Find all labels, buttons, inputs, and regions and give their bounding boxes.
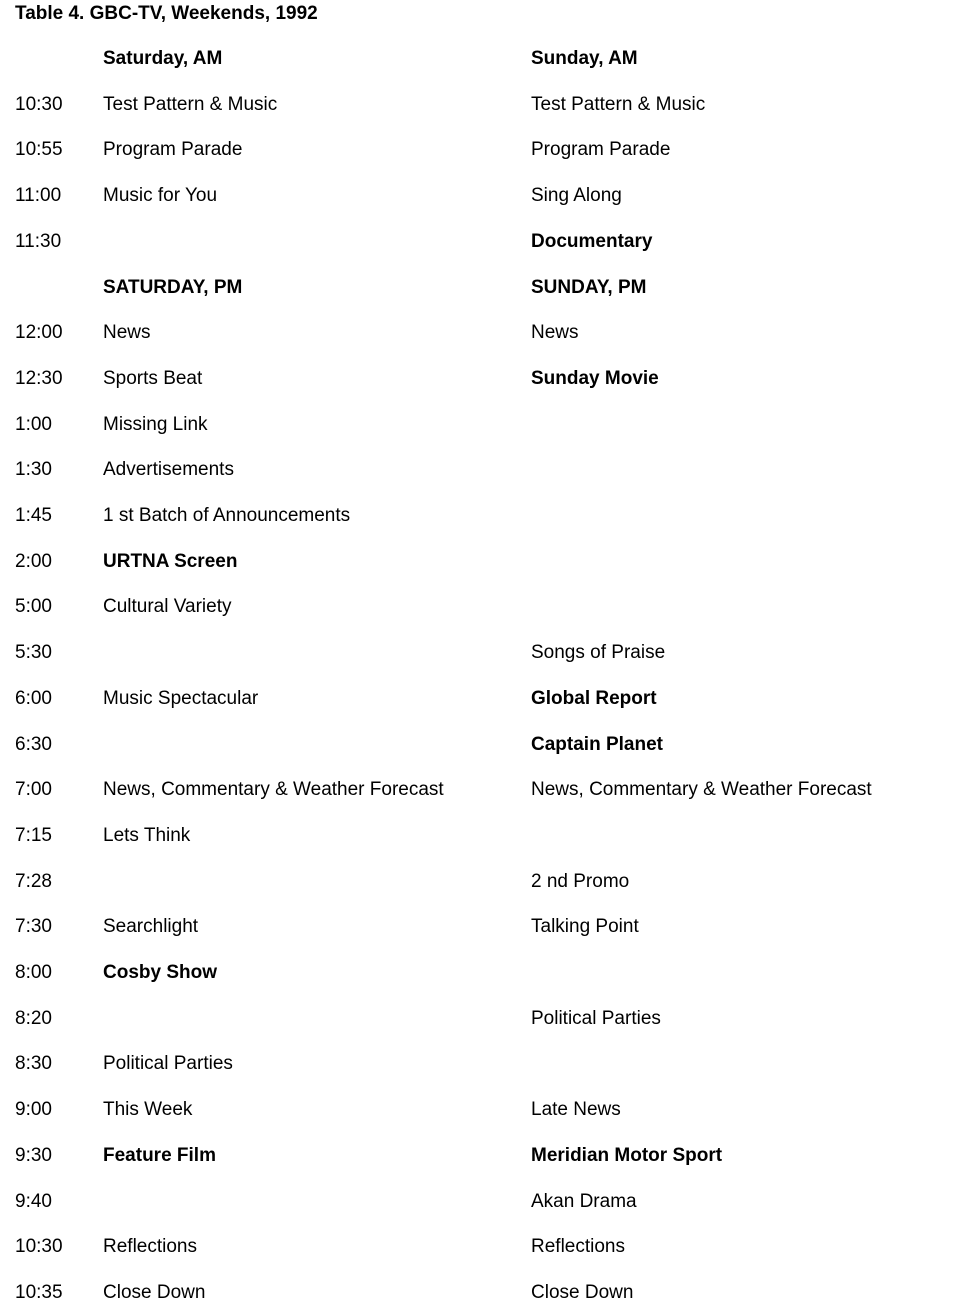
time-cell: 7:30	[15, 916, 52, 937]
sunday-program-cell: Akan Drama	[531, 1191, 637, 1212]
table-row	[0, 1232, 961, 1262]
saturday-program-cell: Sports Beat	[103, 368, 203, 389]
table-row	[0, 821, 961, 851]
time-cell: 10:55	[15, 139, 63, 160]
table-row	[0, 227, 961, 257]
table-row	[0, 1004, 961, 1034]
table-row	[0, 1141, 961, 1171]
saturday-program-cell: Close Down	[103, 1282, 206, 1303]
table-row	[0, 501, 961, 531]
table-row	[0, 912, 961, 942]
time-cell: 8:20	[15, 1008, 52, 1029]
table-row	[0, 135, 961, 165]
table-row	[0, 730, 961, 760]
time-cell: 1:45	[15, 505, 52, 526]
saturday-program-cell: 1 st Batch of Announcements	[103, 505, 351, 526]
saturday-program-cell: News, Commentary & Weather Forecast	[103, 779, 444, 800]
table-row	[0, 364, 961, 394]
time-cell: 1:00	[15, 414, 52, 435]
saturday-program-cell: Cosby Show	[103, 962, 218, 983]
time-cell: 12:00	[15, 322, 63, 343]
saturday-program-cell: Music Spectacular	[103, 688, 259, 709]
time-cell: 11:00	[15, 185, 62, 206]
table-title: Table 4. GBC-TV, Weekends, 1992	[15, 3, 318, 24]
table-row	[0, 44, 961, 74]
saturday-program-cell: Searchlight	[103, 916, 199, 937]
sunday-program-cell: Sunday Movie	[531, 368, 659, 389]
time-cell: 8:00	[15, 962, 52, 983]
table-row	[0, 1187, 961, 1217]
sunday-program-cell: Documentary	[531, 231, 653, 252]
time-cell: 5:30	[15, 642, 52, 663]
time-cell: 10:30	[15, 94, 63, 115]
table-row	[0, 867, 961, 897]
time-cell: 6:00	[15, 688, 52, 709]
sunday-program-cell: Global Report	[531, 688, 657, 709]
table-row	[0, 547, 961, 577]
sunday-program-cell: Test Pattern & Music	[531, 94, 706, 115]
time-cell: 5:00	[15, 596, 52, 617]
time-cell: 11:30	[15, 231, 62, 252]
sunday-program-cell: Songs of Praise	[531, 642, 666, 663]
table-row	[0, 1278, 961, 1308]
saturday-program-cell: Test Pattern & Music	[103, 94, 278, 115]
table-row	[0, 1049, 961, 1079]
sunday-program-cell: Program Parade	[531, 139, 671, 160]
time-cell: 9:00	[15, 1099, 52, 1120]
sunday-program-cell: News, Commentary & Weather Forecast	[531, 779, 872, 800]
time-cell: 7:15	[15, 825, 52, 846]
saturday-program-cell: Reflections	[103, 1236, 197, 1257]
table-row	[0, 410, 961, 440]
time-cell: 7:00	[15, 779, 52, 800]
sunday-program-cell: Reflections	[531, 1236, 625, 1257]
sunday-program-cell: Talking Point	[531, 916, 639, 937]
saturday-program-cell: Cultural Variety	[103, 596, 232, 617]
sunday-program-cell: Sunday, AM	[531, 48, 638, 69]
sunday-program-cell: News	[531, 322, 579, 343]
time-cell: 8:30	[15, 1053, 52, 1074]
time-cell: 2:00	[15, 551, 52, 572]
table-row	[0, 592, 961, 622]
sunday-program-cell: Late News	[531, 1099, 621, 1120]
table-row	[0, 455, 961, 485]
saturday-program-cell: Music for You	[103, 185, 218, 206]
table-row	[0, 958, 961, 988]
time-cell: 9:40	[15, 1191, 52, 1212]
saturday-program-cell: Political Parties	[103, 1053, 233, 1074]
time-cell: 1:30	[15, 459, 52, 480]
table-row	[0, 1095, 961, 1125]
table-row	[0, 181, 961, 211]
time-cell: 7:28	[15, 871, 52, 892]
saturday-program-cell: News	[103, 322, 151, 343]
table-row	[0, 638, 961, 668]
sunday-program-cell: 2 nd Promo	[531, 871, 630, 892]
table-row	[0, 273, 961, 303]
sunday-program-cell: Sing Along	[531, 185, 622, 206]
table-row	[0, 318, 961, 348]
table-row	[0, 90, 961, 120]
sunday-program-cell: Political Parties	[531, 1008, 661, 1029]
saturday-program-cell: Advertisements	[103, 459, 234, 480]
time-cell: 10:35	[15, 1282, 63, 1303]
sunday-program-cell: Close Down	[531, 1282, 634, 1303]
time-cell: 10:30	[15, 1236, 63, 1257]
saturday-program-cell: This Week	[103, 1099, 193, 1120]
time-cell: 6:30	[15, 734, 52, 755]
saturday-program-cell: Saturday, AM	[103, 48, 223, 69]
table-row	[0, 775, 961, 805]
saturday-program-cell: Program Parade	[103, 139, 243, 160]
saturday-program-cell: Feature Film	[103, 1145, 216, 1166]
saturday-program-cell: Lets Think	[103, 825, 191, 846]
table-row	[0, 684, 961, 714]
saturday-program-cell: SATURDAY, PM	[103, 277, 243, 298]
sunday-program-cell: Captain Planet	[531, 734, 663, 755]
saturday-program-cell: URTNA Screen	[103, 551, 238, 572]
time-cell: 12:30	[15, 368, 63, 389]
sunday-program-cell: Meridian Motor Sport	[531, 1145, 723, 1166]
saturday-program-cell: Missing Link	[103, 414, 208, 435]
sunday-program-cell: SUNDAY, PM	[531, 277, 647, 298]
time-cell: 9:30	[15, 1145, 52, 1166]
